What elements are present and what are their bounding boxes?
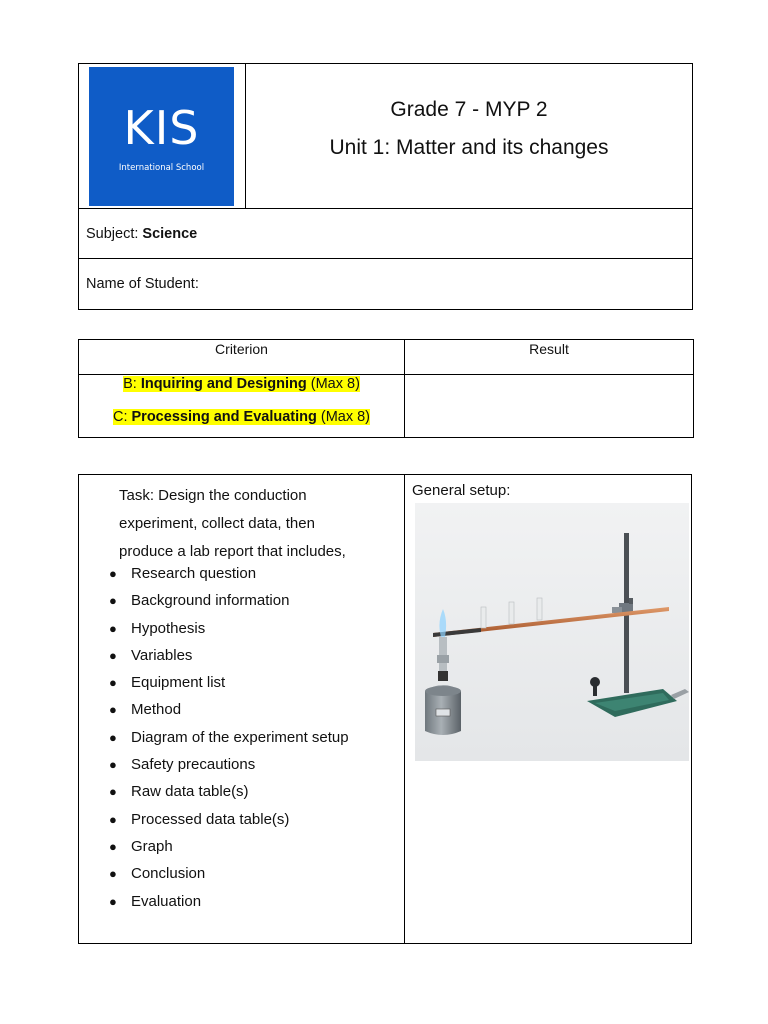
criterion-c-prefix: C:	[112, 409, 132, 425]
header-table	[78, 63, 693, 310]
subject-value: Science	[142, 226, 198, 242]
column-divider	[404, 475, 405, 943]
task-intro-line: experiment, collect data, then	[119, 515, 315, 532]
bullet-icon: ●	[109, 838, 117, 854]
result-header: Result	[529, 341, 569, 357]
list-item: ● Processed data table(s)	[109, 806, 349, 833]
criterion-b	[79, 376, 404, 392]
list-item: ● Raw data table(s)	[109, 778, 349, 805]
logo-subtitle: International School	[118, 163, 205, 173]
school-logo	[89, 67, 234, 206]
task-description	[119, 482, 399, 566]
task-intro-line: Task: Design the conduction	[119, 487, 307, 504]
list-item: ● Hypothesis	[109, 615, 349, 642]
task-table	[78, 474, 692, 944]
task-intro-line: produce a lab report that includes,	[119, 543, 346, 560]
subject-text	[86, 226, 197, 242]
bullet-icon: ●	[109, 784, 117, 800]
bullet-icon: ●	[109, 729, 117, 745]
criterion-c-max: (Max 8)	[316, 409, 371, 425]
criterion-c-name: Processing and Evaluating	[131, 409, 317, 425]
experiment-setup-illustration	[415, 503, 689, 761]
list-item: ● Safety precautions	[109, 751, 349, 778]
list-item: ● Background information	[109, 587, 349, 614]
criteria-table	[78, 339, 694, 438]
bullet-icon: ●	[109, 593, 117, 609]
criterion-b-prefix: B:	[123, 376, 141, 392]
list-item: ● Variables	[109, 642, 349, 669]
bullet-icon: ●	[109, 566, 117, 581]
subject-row	[79, 208, 692, 259]
logo-cell	[79, 64, 246, 208]
list-item: ● Evaluation	[109, 888, 349, 915]
bullet-icon: ●	[109, 893, 117, 909]
list-item: ● Diagram of the experiment setup	[109, 724, 349, 751]
list-item: ● Equipment list	[109, 669, 349, 696]
list-item: ● Graph	[109, 833, 349, 860]
bullet-icon: ●	[109, 811, 117, 827]
student-name-row	[79, 258, 692, 310]
criterion-c	[79, 409, 404, 425]
bullet-icon: ●	[109, 702, 117, 718]
criterion-b-max: (Max 8)	[306, 376, 360, 392]
general-setup-label: General setup:	[412, 482, 511, 499]
page-title: Grade 7 - MYP 2	[390, 98, 548, 121]
bullet-icon: ●	[109, 620, 117, 636]
subject-label: Subject:	[86, 226, 143, 242]
bullet-icon: ●	[109, 757, 117, 773]
logo-brand: KIS	[123, 101, 200, 155]
bullet-icon: ●	[109, 675, 117, 691]
criterion-b-name: Inquiring and Designing	[140, 376, 307, 392]
bullet-icon: ●	[109, 866, 117, 882]
list-item: ● Method	[109, 696, 349, 723]
list-item: ● Conclusion	[109, 860, 349, 887]
bullet-icon: ●	[109, 647, 117, 663]
unit-title: Unit 1: Matter and its changes	[329, 136, 609, 159]
title-cell	[246, 64, 692, 208]
student-name-label: Name of Student:	[86, 276, 199, 292]
report-requirements-list	[109, 560, 349, 915]
criterion-header: Criterion	[215, 341, 268, 357]
header-row-divider	[79, 374, 693, 375]
list-item: ● Research question	[109, 560, 349, 587]
